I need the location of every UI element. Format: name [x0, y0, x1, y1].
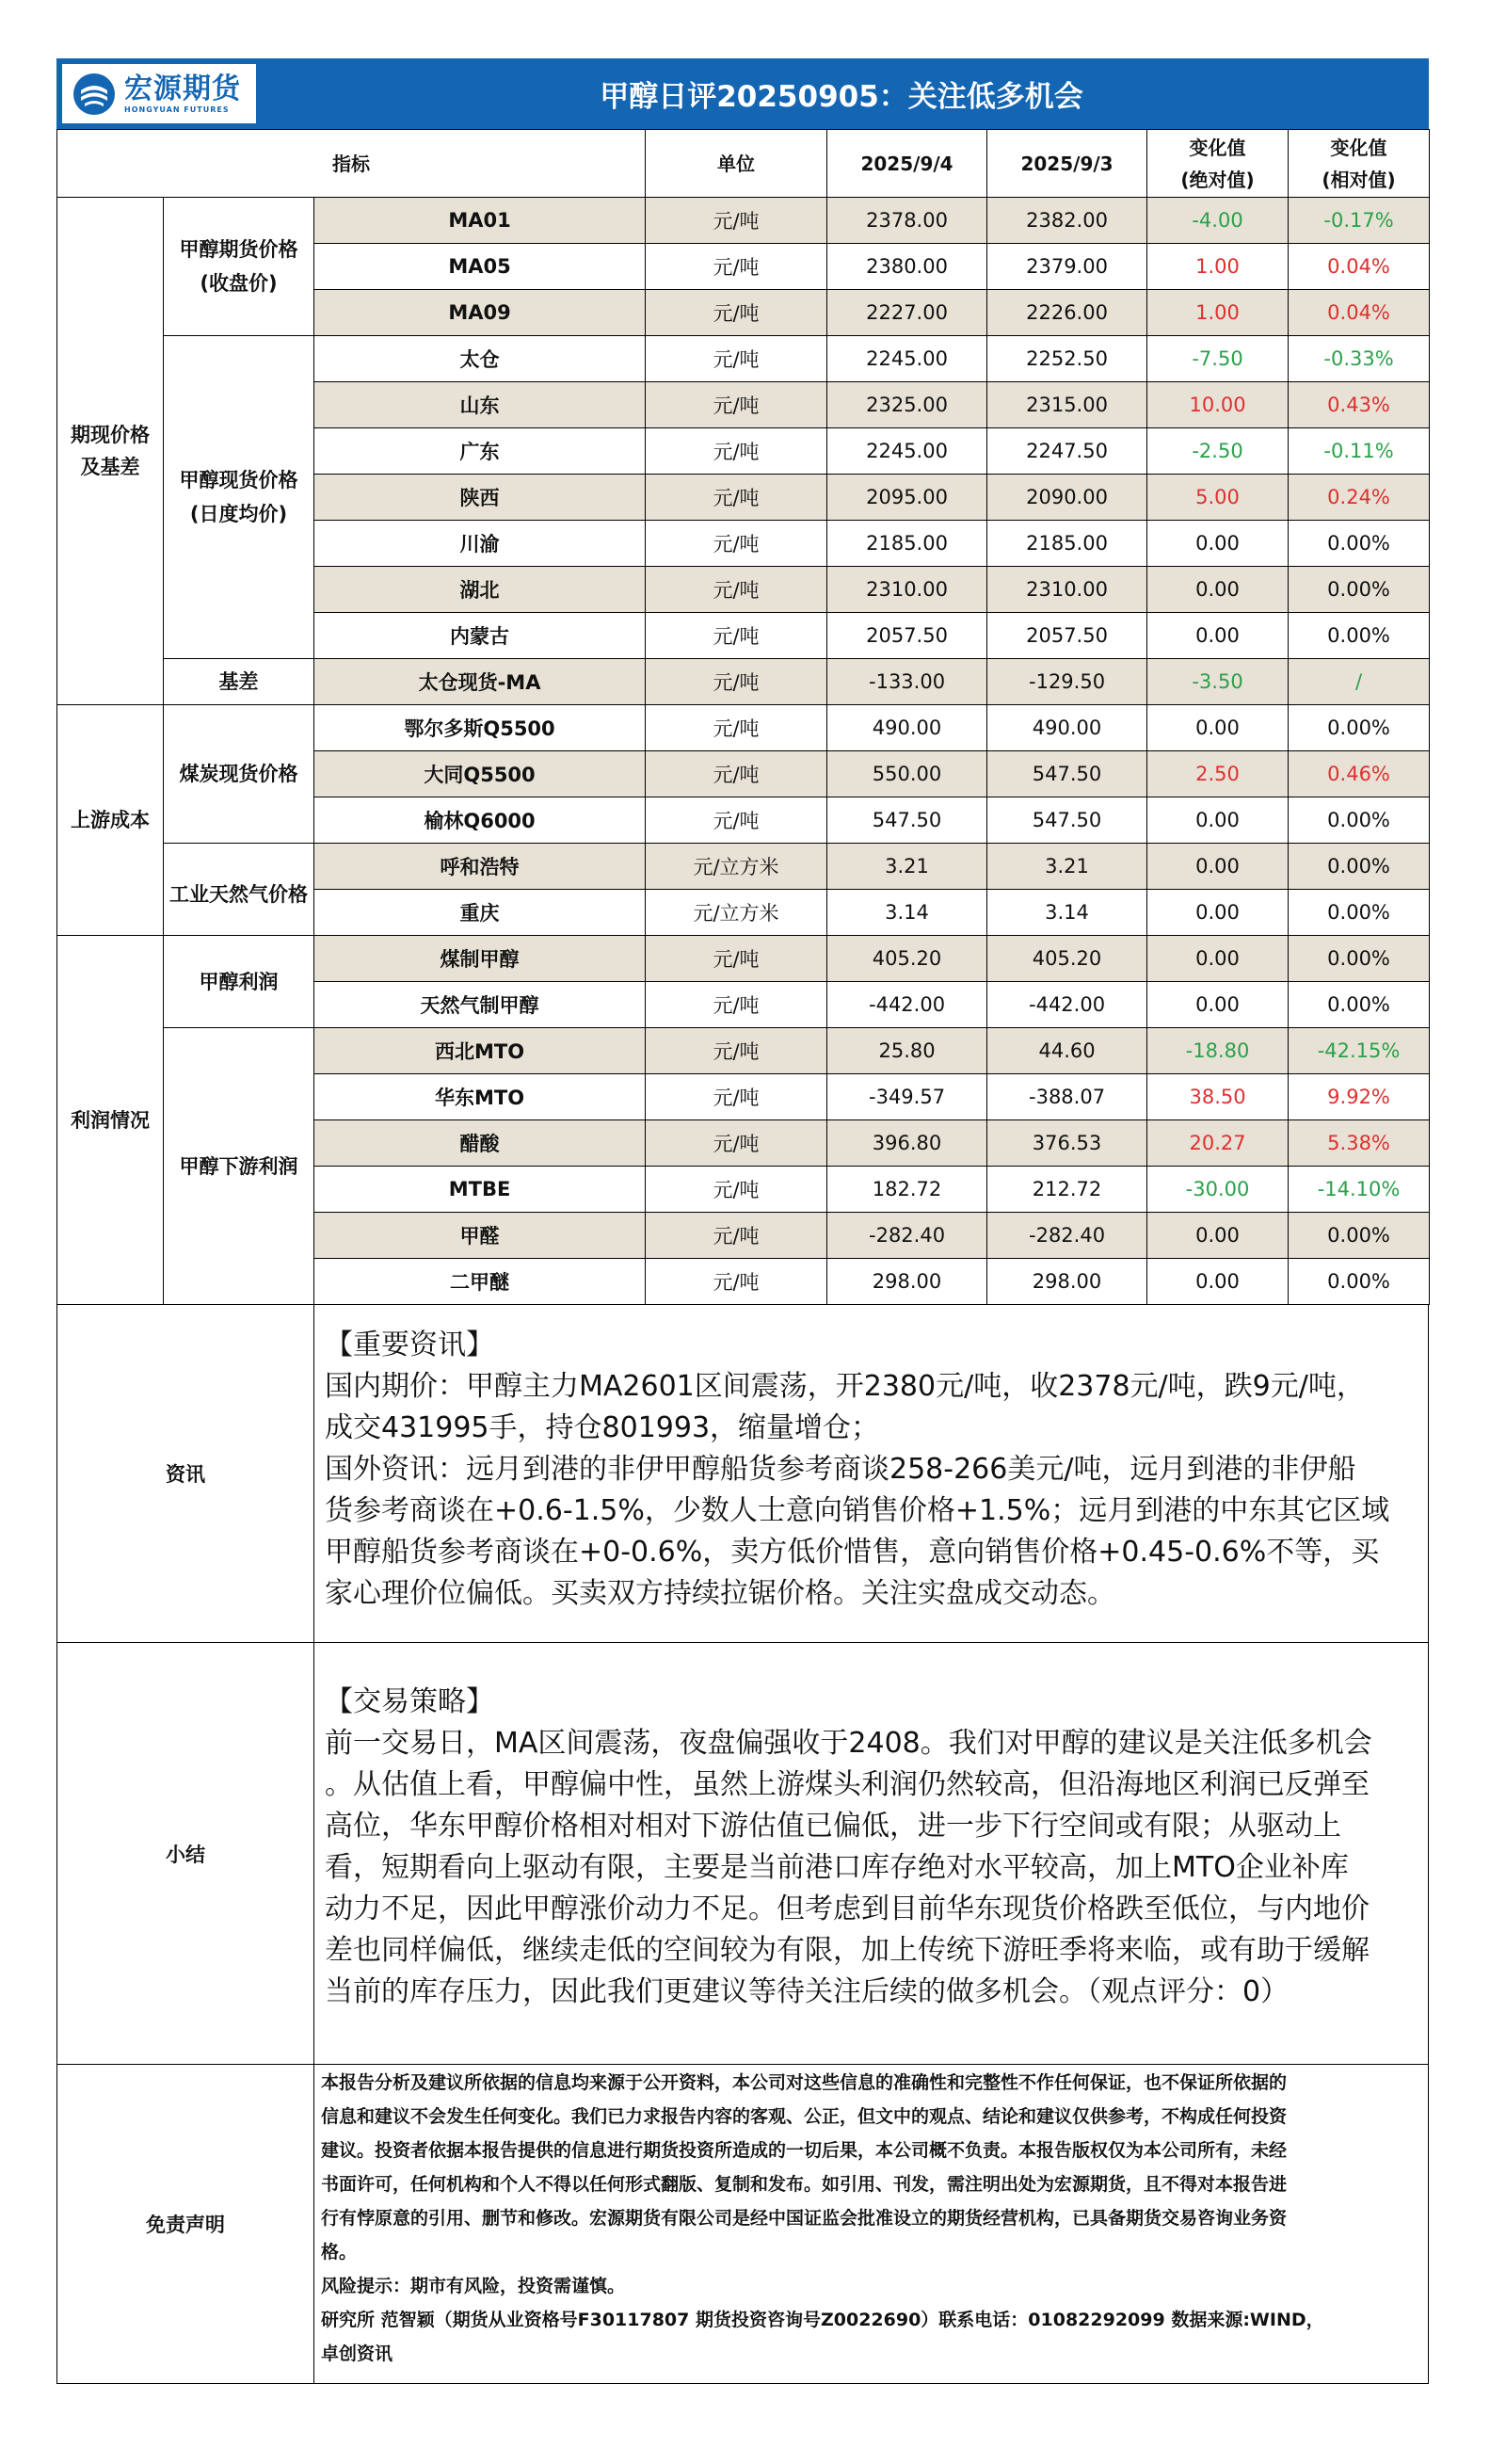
row-value-date2: 376.53 [987, 1120, 1147, 1167]
row-value-date2: 2226.00 [987, 290, 1147, 336]
summary-content [314, 1643, 1429, 2065]
row-value-date1: 396.80 [827, 1120, 987, 1167]
row-value-date1: 2325.00 [827, 382, 987, 428]
row-indicator: 广东 [314, 428, 646, 475]
news-text-line: 国外资讯：远月到港的非伊甲醇船货参考商谈258-266美元/吨，远月到港的非伊船 [325, 1453, 1356, 1486]
disclaimer-label: 免责声明 [57, 2065, 314, 2384]
row-unit: 元/吨 [646, 567, 827, 613]
disclaimer-text-line: 信息和建议不会发生任何变化。我们已力求报告内容的客观、公正，但文中的观点、结论和建议仅供参考，不构成任何投资 [321, 2106, 1288, 2127]
row-value-date1: 2245.00 [827, 336, 987, 382]
row-indicator: MA09 [314, 290, 646, 336]
row-rel-change: 0.00% [1289, 797, 1430, 844]
subcategory-spot-price-line1: 甲醇现货价格 [179, 469, 298, 491]
row-value-date1: 405.20 [827, 936, 987, 982]
news-text-line: 成交431995手，持仓801993，缩量增仓； [325, 1411, 880, 1444]
row-value-date2: 2379.00 [987, 244, 1147, 290]
row-indicator: 呼和浩特 [314, 844, 646, 890]
table-row [57, 198, 1430, 244]
row-abs-change: 38.50 [1147, 1074, 1289, 1120]
row-value-date2: 212.72 [987, 1167, 1147, 1213]
row-value-date2: -388.07 [987, 1074, 1147, 1120]
row-indicator: 煤制甲醇 [314, 936, 646, 982]
row-unit: 元/吨 [646, 1167, 827, 1213]
row-abs-change: 0.00 [1147, 936, 1289, 982]
row-unit: 元/吨 [646, 1213, 827, 1259]
news-text-line: 家心理价位偏低。买卖双方持续拉锯价格。关注实盘成交动态。 [325, 1577, 1115, 1610]
summary-text-line: 【交易策略】 [325, 1685, 494, 1718]
category-price-basis-line1: 期现价格 [71, 424, 150, 446]
row-abs-change: 0.00 [1147, 1259, 1289, 1305]
row-abs-change: -4.00 [1147, 198, 1289, 244]
row-abs-change: 10.00 [1147, 382, 1289, 428]
row-value-date2: 405.20 [987, 936, 1147, 982]
summary-label: 小结 [57, 1643, 314, 2065]
header-rel-line1: 变化值 [1330, 136, 1387, 159]
row-abs-change: 0.00 [1147, 1213, 1289, 1259]
disclaimer-text-line: 研究所 范智颖（期货从业资格号F30117807 期货投资咨询号Z0022690）联系电话：01082292099 数据来源:WIND， [321, 2310, 1324, 2330]
row-indicator: 西北MTO [314, 1028, 646, 1074]
row-indicator: 天然气制甲醇 [314, 982, 646, 1028]
row-rel-change: -14.10% [1289, 1167, 1430, 1213]
row-indicator: MA01 [314, 198, 646, 244]
disclaimer-text-line: 风险提示：期市有风险，投资需谨慎。 [321, 2276, 626, 2296]
header-abs-line1: 变化值 [1189, 136, 1246, 159]
row-value-date1: 3.21 [827, 844, 987, 890]
row-abs-change: -3.50 [1147, 659, 1289, 705]
row-value-date2: 2252.50 [987, 336, 1147, 382]
news-section [57, 1305, 1429, 1643]
row-unit: 元/吨 [646, 428, 827, 475]
row-indicator: 内蒙古 [314, 613, 646, 659]
row-abs-change: 5.00 [1147, 475, 1289, 521]
subcategory-spot-price-line2: (日度均价) [189, 503, 288, 525]
row-rel-change: 0.00% [1289, 613, 1430, 659]
row-unit: 元/吨 [646, 613, 827, 659]
row-rel-change: 0.04% [1289, 290, 1430, 336]
row-abs-change: -2.50 [1147, 428, 1289, 475]
row-rel-change: 0.00% [1289, 936, 1430, 982]
row-value-date2: 2382.00 [987, 198, 1147, 244]
row-abs-change: 0.00 [1147, 705, 1289, 751]
table-row [57, 1028, 1430, 1074]
row-value-date2: 2185.00 [987, 521, 1147, 567]
row-rel-change: 0.43% [1289, 382, 1430, 428]
header-indicator: 指标 [57, 130, 646, 198]
row-abs-change: 0.00 [1147, 890, 1289, 936]
row-value-date1: 3.14 [827, 890, 987, 936]
row-abs-change: 1.00 [1147, 244, 1289, 290]
row-value-date1: -133.00 [827, 659, 987, 705]
row-abs-change: -7.50 [1147, 336, 1289, 382]
row-value-date2: 2315.00 [987, 382, 1147, 428]
row-rel-change: / [1289, 659, 1430, 705]
row-value-date1: -442.00 [827, 982, 987, 1028]
row-value-date2: 490.00 [987, 705, 1147, 751]
subcategory-futures-price-line2: (收盘价) [200, 272, 278, 295]
category-price-basis-line2: 及基差 [80, 456, 140, 478]
disclaimer-text-line: 卓创资讯 [321, 2343, 393, 2364]
summary-text-line: 。从估值上看，甲醇偏中性，虽然上游煤头利润仍然较高，但沿海地区利润已反弹至 [325, 1768, 1370, 1801]
row-rel-change: 0.00% [1289, 890, 1430, 936]
row-unit: 元/吨 [646, 982, 827, 1028]
hongyuan-logo-icon [72, 72, 117, 117]
subcategory-spot-price [164, 336, 314, 659]
row-unit: 元/吨 [646, 244, 827, 290]
summary-text-line: 当前的库存压力，因此我们更建议等待关注后续的做多机会。（观点评分：0） [325, 1975, 1290, 2008]
row-value-date2: -282.40 [987, 1213, 1147, 1259]
table-row [57, 936, 1430, 982]
row-unit: 元/立方米 [646, 844, 827, 890]
summary-text-line: 差也同样偏低，继续走低的空间较为有限，加上传统下游旺季将来临，或有助于缓解 [325, 1934, 1370, 1967]
row-indicator: 陕西 [314, 475, 646, 521]
row-value-date1: 2227.00 [827, 290, 987, 336]
header-date1: 2025/9/4 [827, 130, 987, 198]
row-rel-change: 9.92% [1289, 1074, 1430, 1120]
row-unit: 元/吨 [646, 1074, 827, 1120]
disclaimer-text-line: 建议。投资者依据本报告提供的信息进行期货投资所造成的一切后果，本公司概不负责。本报告版权仅为本公司所有，未经 [321, 2140, 1288, 2161]
row-rel-change: -0.17% [1289, 198, 1430, 244]
row-indicator: 甲醛 [314, 1213, 646, 1259]
row-rel-change: 0.24% [1289, 475, 1430, 521]
row-unit: 元/吨 [646, 705, 827, 751]
row-unit: 元/吨 [646, 1259, 827, 1305]
row-abs-change: 0.00 [1147, 797, 1289, 844]
row-unit: 元/吨 [646, 198, 827, 244]
news-content [314, 1305, 1429, 1643]
row-abs-change: 2.50 [1147, 751, 1289, 797]
table-row [57, 705, 1430, 751]
row-unit: 元/吨 [646, 1028, 827, 1074]
row-value-date1: 25.80 [827, 1028, 987, 1074]
row-unit: 元/吨 [646, 751, 827, 797]
row-indicator: 华东MTO [314, 1074, 646, 1120]
row-value-date2: 298.00 [987, 1259, 1147, 1305]
row-abs-change: -18.80 [1147, 1028, 1289, 1074]
row-indicator: 榆林Q6000 [314, 797, 646, 844]
row-indicator: 大同Q5500 [314, 751, 646, 797]
logo-text-en: HONGYUAN FUTURES [124, 105, 230, 114]
news-text-line: 国内期价：甲醇主力MA2601区间震荡，开2380元/吨，收2378元/吨，跌9元/吨， [325, 1370, 1365, 1403]
category-upstream-cost: 上游成本 [57, 705, 164, 936]
summary-text-line: 看，短期看向上驱动有限，主要是当前港口库存绝对水平较高，加上MTO企业补库 [325, 1851, 1349, 1884]
summary-section [57, 1643, 1429, 2065]
row-rel-change: 0.00% [1289, 521, 1430, 567]
row-rel-change: -0.33% [1289, 336, 1430, 382]
row-abs-change: 20.27 [1147, 1120, 1289, 1167]
disclaimer-text-line: 行有悖原意的引用、删节和修改。宏源期货有限公司是经中国证监会批准设立的期货经营机构，已具备期货交易咨询业务资 [321, 2208, 1288, 2229]
commentary-table [56, 1304, 1429, 2384]
row-abs-change: 0.00 [1147, 844, 1289, 890]
row-value-date1: 182.72 [827, 1167, 987, 1213]
row-rel-change: 0.00% [1289, 567, 1430, 613]
row-value-date1: 2185.00 [827, 521, 987, 567]
header-rel-line2: (相对值) [1322, 168, 1396, 191]
row-rel-change: 0.00% [1289, 1213, 1430, 1259]
logo-text-cn: 宏源期货 [124, 72, 241, 105]
table-row [57, 659, 1430, 705]
row-indicator: 川渝 [314, 521, 646, 567]
subcategory-downstream-profit: 甲醇下游利润 [164, 1028, 314, 1305]
header-rel-change [1289, 130, 1430, 198]
row-unit: 元/吨 [646, 936, 827, 982]
disclaimer-content [314, 2065, 1429, 2384]
row-value-date2: -442.00 [987, 982, 1147, 1028]
row-unit: 元/吨 [646, 659, 827, 705]
table-row [57, 336, 1430, 382]
row-indicator: 二甲醚 [314, 1259, 646, 1305]
subcategory-methanol-profit: 甲醇利润 [164, 936, 314, 1028]
row-value-date1: -349.57 [827, 1074, 987, 1120]
row-value-date1: 2310.00 [827, 567, 987, 613]
disclaimer-text-line: 书面许可，任何机构和个人不得以任何形式翻版、复制和发布。如引用、刊发，需注明出处为宏源期货，且不得对本报告进 [321, 2174, 1288, 2195]
row-indicator: 醋酸 [314, 1120, 646, 1167]
summary-text-line: 前一交易日，MA区间震荡，夜盘偏强收于2408。我们对甲醇的建议是关注低多机会 [325, 1727, 1372, 1760]
subcategory-futures-price [164, 198, 314, 336]
row-value-date2: 2057.50 [987, 613, 1147, 659]
row-unit: 元/吨 [646, 1120, 827, 1167]
row-abs-change: 0.00 [1147, 567, 1289, 613]
subcategory-coal-price: 煤炭现货价格 [164, 705, 314, 844]
report-header [56, 58, 1429, 129]
news-text-line: 货参考商谈在+0.6-1.5%，少数人士意向销售价格+1.5%；远月到港的中东其它区域 [325, 1494, 1390, 1527]
table-header-row [57, 130, 1430, 198]
row-indicator: 太仓 [314, 336, 646, 382]
row-abs-change: 0.00 [1147, 982, 1289, 1028]
row-value-date2: 2310.00 [987, 567, 1147, 613]
row-unit: 元/吨 [646, 797, 827, 844]
row-value-date2: 44.60 [987, 1028, 1147, 1074]
row-indicator: MA05 [314, 244, 646, 290]
row-value-date2: 3.21 [987, 844, 1147, 890]
row-rel-change: 0.00% [1289, 982, 1430, 1028]
row-value-date1: 2380.00 [827, 244, 987, 290]
row-rel-change: 5.38% [1289, 1120, 1430, 1167]
disclaimer-section [57, 2065, 1429, 2384]
row-unit: 元/立方米 [646, 890, 827, 936]
row-unit: 元/吨 [646, 475, 827, 521]
row-abs-change: 0.00 [1147, 521, 1289, 567]
row-value-date2: 547.50 [987, 751, 1147, 797]
row-indicator: MTBE [314, 1167, 646, 1213]
news-text-line: 【重要资讯】 [325, 1329, 494, 1361]
summary-text-line: 动力不足，因此甲醇涨价动力不足。但考虑到目前华东现货价格跌至低位，与内地价 [325, 1892, 1370, 1925]
row-value-date1: 2057.50 [827, 613, 987, 659]
subcategory-gas-price: 工业天然气价格 [164, 844, 314, 936]
row-abs-change: 0.00 [1147, 613, 1289, 659]
header-abs-line2: (绝对值) [1180, 168, 1255, 191]
summary-text-line: 高位，华东甲醇价格相对相对下游估值已偏低，进一步下行空间或有限；从驱动上 [325, 1810, 1341, 1843]
header-unit: 单位 [646, 130, 827, 198]
row-value-date1: 2378.00 [827, 198, 987, 244]
row-value-date1: 490.00 [827, 705, 987, 751]
row-unit: 元/吨 [646, 382, 827, 428]
row-rel-change: 0.46% [1289, 751, 1430, 797]
data-table [56, 129, 1430, 1305]
row-value-date2: 3.14 [987, 890, 1147, 936]
disclaimer-text-line: 本报告分析及建议所依据的信息均来源于公开资料，本公司对这些信息的准确性和完整性不作任何保证，也不保证所依据的 [321, 2072, 1288, 2093]
row-indicator: 鄂尔多斯Q5500 [314, 705, 646, 751]
disclaimer-text-line: 格。 [321, 2242, 358, 2263]
row-rel-change: -42.15% [1289, 1028, 1430, 1074]
row-indicator: 山东 [314, 382, 646, 428]
header-date2: 2025/9/3 [987, 130, 1147, 198]
category-price-basis [57, 198, 164, 705]
row-value-date1: -282.40 [827, 1213, 987, 1259]
row-value-date2: 547.50 [987, 797, 1147, 844]
row-abs-change: -30.00 [1147, 1167, 1289, 1213]
row-value-date1: 298.00 [827, 1259, 987, 1305]
row-value-date1: 2095.00 [827, 475, 987, 521]
news-text-line: 甲醇船货参考商谈在+0-0.6%，卖方低价惜售，意向销售价格+0.45-0.6%不等，买 [325, 1536, 1380, 1569]
row-indicator: 太仓现货-MA [314, 659, 646, 705]
row-unit: 元/吨 [646, 290, 827, 336]
company-logo [62, 64, 256, 123]
row-value-date1: 2245.00 [827, 428, 987, 475]
header-abs-change [1147, 130, 1289, 198]
row-indicator: 湖北 [314, 567, 646, 613]
row-rel-change: 0.00% [1289, 1259, 1430, 1305]
row-value-date1: 547.50 [827, 797, 987, 844]
row-rel-change: 0.00% [1289, 844, 1430, 890]
news-label: 资讯 [57, 1305, 314, 1643]
row-value-date2: 2090.00 [987, 475, 1147, 521]
row-rel-change: 0.00% [1289, 705, 1430, 751]
row-rel-change: 0.04% [1289, 244, 1430, 290]
row-rel-change: -0.11% [1289, 428, 1430, 475]
row-abs-change: 1.00 [1147, 290, 1289, 336]
report [56, 58, 1429, 2384]
report-title: 甲醇日评20250905：关注低多机会 [600, 80, 1083, 114]
row-unit: 元/吨 [646, 336, 827, 382]
row-indicator: 重庆 [314, 890, 646, 936]
row-value-date1: 550.00 [827, 751, 987, 797]
subcategory-basis: 基差 [164, 659, 314, 705]
category-profit: 利润情况 [57, 936, 164, 1305]
row-value-date2: -129.50 [987, 659, 1147, 705]
row-unit: 元/吨 [646, 521, 827, 567]
row-value-date2: 2247.50 [987, 428, 1147, 475]
table-row [57, 844, 1430, 890]
subcategory-futures-price-line1: 甲醇期货价格 [179, 238, 298, 261]
